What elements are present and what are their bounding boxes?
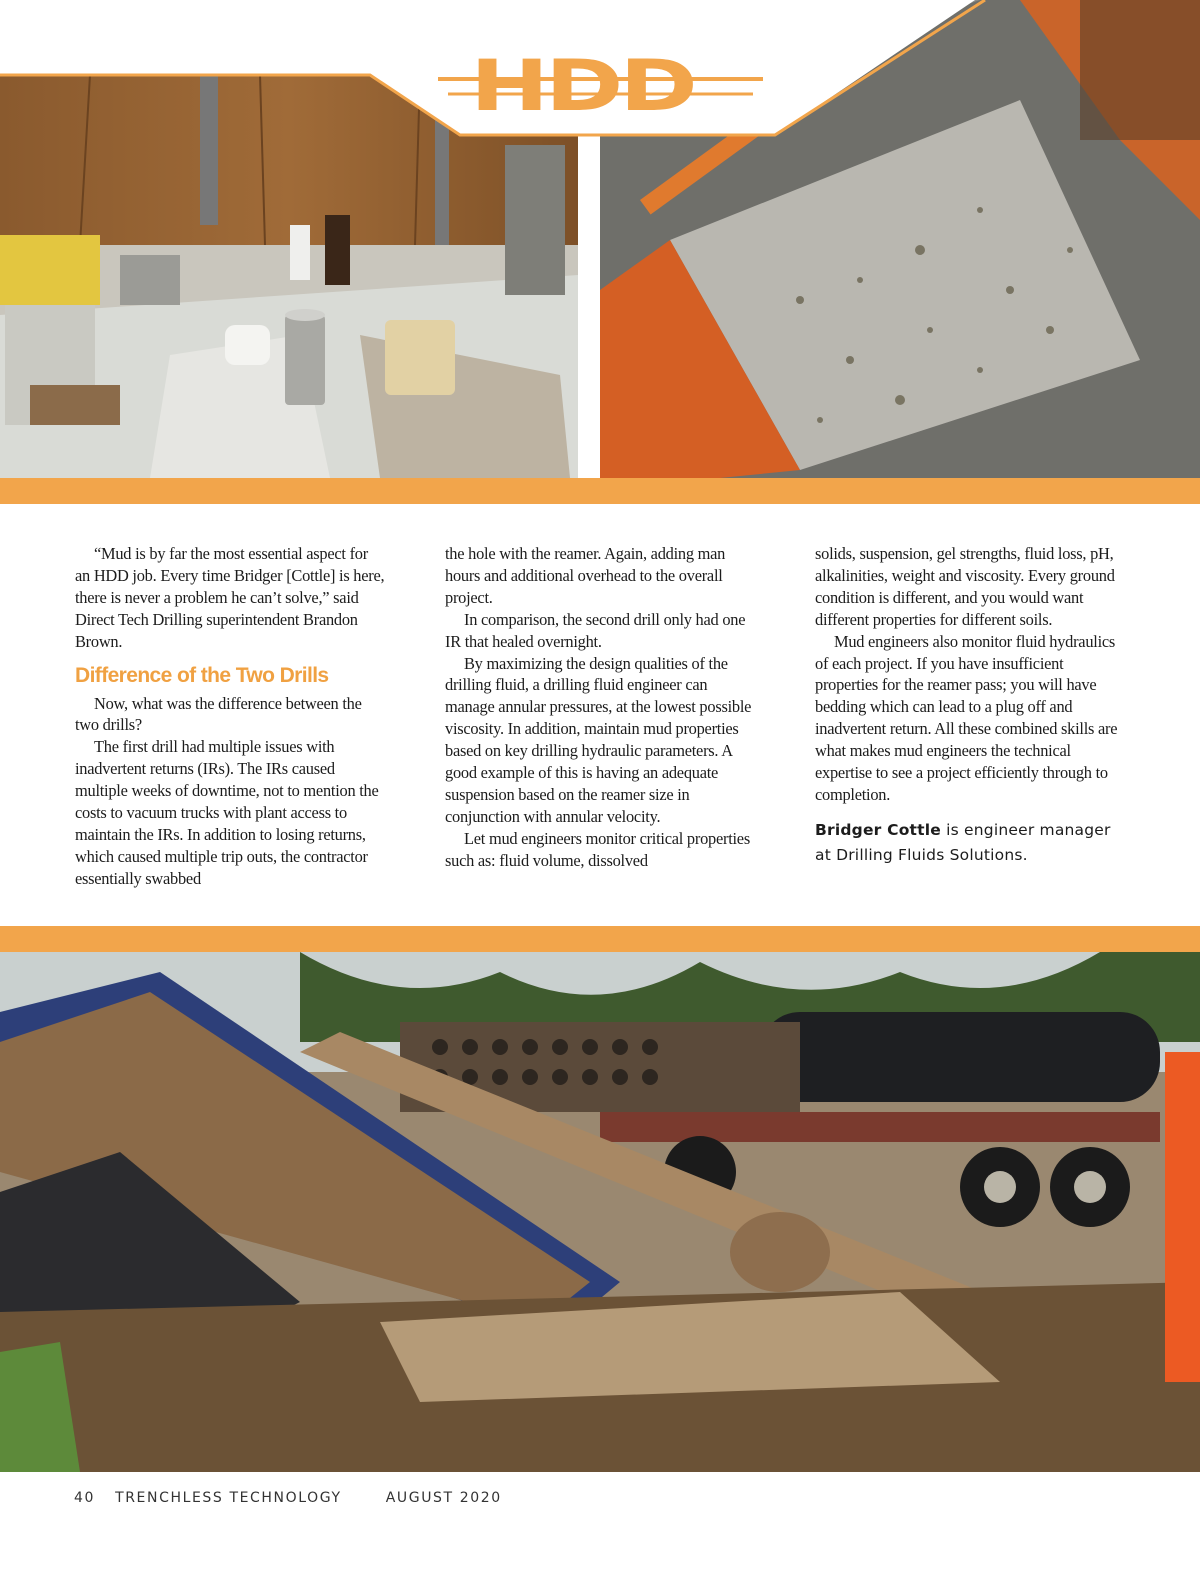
accent-bar-top	[0, 478, 1200, 504]
magazine-name: TRENCHLESS TECHNOLOGY	[115, 1490, 342, 1506]
hdd-logo	[438, 45, 763, 127]
paragraph: Mud engineers also monitor fluid hydraulics of each project. If you have insufficient properties for the reamer pass; you will have bedding which can lead to a plug off and inadvertent return. All these combined skills are what makes mud engineers the technical expertise to see a project efficiently through to completion.	[815, 631, 1118, 804]
paragraph: In comparison, the second drill only had one IR that healed overnight.	[445, 609, 746, 651]
paragraph: the hole with the reamer. Again, adding man hours and additional overhead to the overall project.	[445, 544, 726, 607]
drill-rig-photo	[0, 952, 1200, 1472]
issue-date: AUGUST 2020	[385, 1490, 502, 1506]
paragraph: Now, what was the difference between the two drills?	[75, 693, 362, 735]
paragraph: “Mud is by far the most essential aspect for an HDD job. Every time Bridger [Cottle] is here, there is never a problem he can’t solve,” said Direct Tech Drilling superintendent Brandon Brown.	[75, 544, 385, 651]
text-column-1	[75, 543, 385, 890]
section-subhead: Difference of the Two Drills	[75, 663, 329, 687]
page-footer	[74, 1490, 516, 1506]
paragraph: solids, suspension, gel strengths, fluid loss, pH, alkalinities, weight and viscosity. Every ground condition is different, and you would want different properties for different soils.	[815, 544, 1115, 629]
author-bio-text: is engineer manager at Drilling Fluids Solutions.	[815, 820, 1111, 864]
author-bio	[815, 818, 1125, 868]
paragraph: The first drill had multiple issues with inadvertent returns (IRs). The IRs caused multiple weeks of downtime, not to mention the costs to vacuum trucks with plant access to maintain the IRs. In addition to losing returns, which caused multiple trip outs, the contractor essentially swabbed	[75, 737, 379, 888]
hdd-logo-text: HDD	[470, 45, 694, 127]
page-number: 40	[74, 1490, 96, 1506]
paragraph: By maximizing the design qualities of the drilling fluid, a drilling fluid engineer can manage annular pressures, at the lowest possible viscosity. In addition, maintain mud properties based on key drilling hydraulic parameters. A good example of this is having an adequate suspension based on the reamer size in conjunction with annular velocity.	[445, 653, 752, 826]
text-column-3	[815, 543, 1125, 868]
author-name: Bridger Cottle	[815, 820, 941, 839]
text-column-2	[445, 543, 755, 872]
paragraph: Let mud engineers monitor critical properties such as: fluid volume, dissolved	[445, 828, 750, 870]
accent-bar-bottom	[0, 926, 1200, 952]
